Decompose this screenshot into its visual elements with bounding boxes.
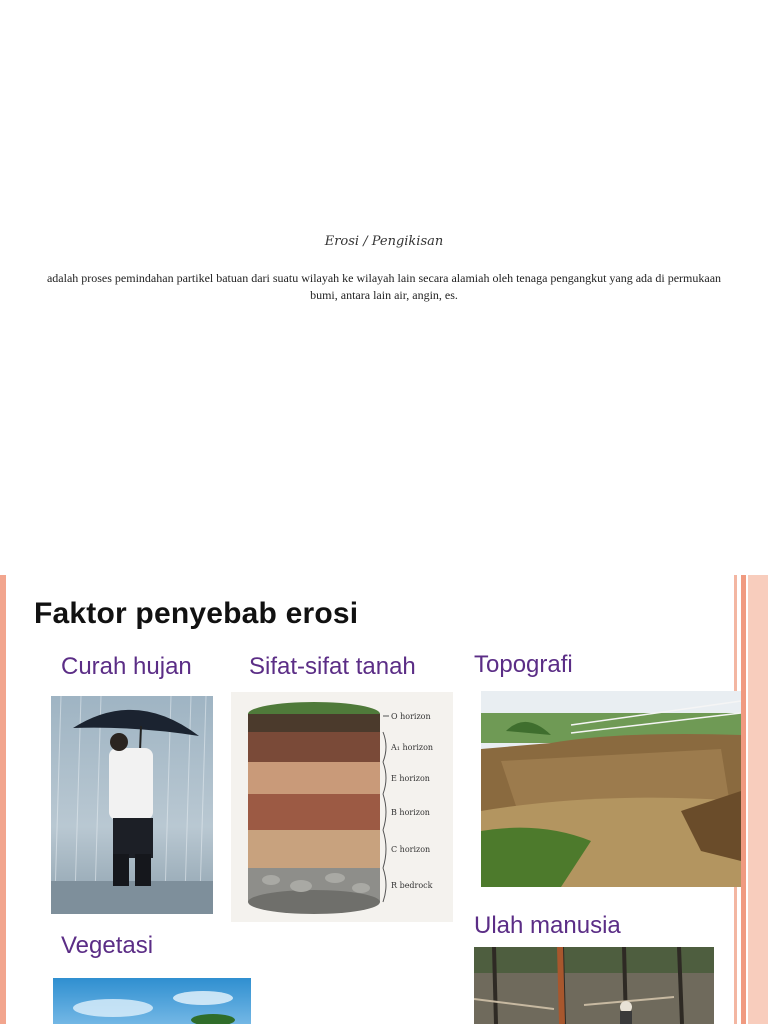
horizon-label-o: O horizon (391, 712, 431, 721)
category-ulah-manusia: Ulah manusia (474, 912, 621, 939)
slide-heading: Faktor penyebab erosi (34, 597, 359, 630)
category-curah-hujan: Curah hujan (61, 653, 192, 680)
horizon-label-r: R bedrock (391, 881, 433, 890)
slide-image (0, 575, 768, 1024)
vegetation-photo (53, 978, 251, 1024)
horizon-label-c: C horizon (391, 845, 431, 854)
horizon-label-a1: A₁ horizon (391, 743, 434, 752)
category-topografi: Topografi (474, 651, 573, 678)
slide-left-border (0, 575, 6, 1024)
page-title: Erosi / Pengikisan (324, 234, 444, 249)
topography-photo (481, 691, 741, 887)
horizon-label-b: B horizon (391, 808, 430, 817)
rain-photo (51, 696, 213, 914)
soil-profile-diagram (231, 692, 453, 922)
horizon-label-e: E horizon (391, 774, 430, 783)
category-vegetasi: Vegetasi (61, 932, 154, 959)
definition-paragraph: adalah proses pemindahan partikel batuan dari suatu wilayah ke wilayah lain secara alamiah oleh tenaga pengangkut yang ada di permukaan bumi, antara lain air, angin, es. (46, 271, 722, 302)
human-activity-photo (474, 947, 714, 1024)
category-sifat-tanah: Sifat-sifat tanah (249, 653, 416, 680)
